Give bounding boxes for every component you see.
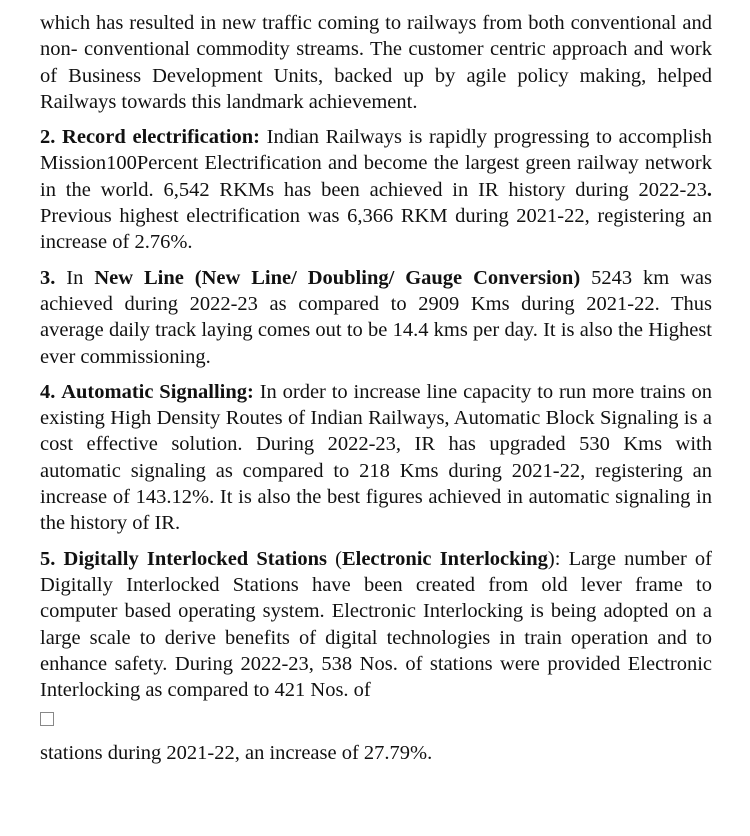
paragraph-new-line: [40, 265, 712, 370]
paragraph-text-continued: Previous highest electrification was 6,366 RKM during 2021-22, registering an increase of 2.76%.: [40, 205, 712, 254]
paragraph-automatic-signalling: [40, 379, 712, 537]
paragraph-record-electrification: [40, 124, 712, 255]
document-page: [40, 10, 712, 767]
paragraph-text: (: [326, 547, 342, 570]
paragraph-lead: In: [55, 266, 95, 289]
paragraph-text: stations during 2021-22, an increase of 27.79%.: [40, 742, 433, 765]
sentence-period: .: [706, 178, 712, 201]
paragraph-text-continued: ): Large number of Digitally Interlocked Stations have been created from old lever frame to computer based operating system. Electronic Interlocking is being adopted on a large scale to derive benefits of digital technologies in train operation and to enhance safety. During 2022-23, 538 Nos. of stations were provided Electronic Interlocking as compared to 421 Nos. of: [40, 547, 712, 702]
item-heading: Automatic Signalling:: [61, 380, 254, 403]
item-number: 5.: [40, 547, 56, 570]
item-subheading: Electronic Interlocking: [341, 547, 548, 570]
paragraph-traffic-growth: [40, 10, 712, 115]
item-heading: New Line (New Line/ Doubling/ Gauge Conversion): [94, 266, 581, 289]
paragraph-digitally-interlocked-stations: [40, 546, 712, 704]
item-heading: Digitally Interlocked Stations: [63, 547, 327, 570]
item-heading: Record electrification:: [62, 126, 260, 149]
paragraph-text: 5243 km was achieved during 2022-23 as compared to 2909 Kms during 2021-22. Thus average daily track laying comes out to be 14.4 kms per day. It is also the Highest ever commissioning.: [40, 266, 712, 368]
paragraph-text: In order to increase line capacity to run more trains on existing High Density Routes of Indian Railways, Automatic Block Signaling is a cost effective solution. During 2022-23, IR has upgraded 530 Kms with automatic signaling as compared to 218 Kms during 2021-22, registering an increase of 143.12%. It is also the best figures achieved in automatic signaling in the history of IR.: [40, 380, 712, 535]
empty-checkbox-icon[interactable]: [40, 712, 54, 726]
paragraph-text: Indian Railways is rapidly progressing to accomplish Mission100Percent Electrification and become the largest green railway network in the world. 6,542 RKMs has been achieved in IR history during 2022-23: [40, 126, 712, 201]
item-number: 2.: [40, 126, 56, 149]
paragraph-tail: [40, 740, 712, 766]
item-number: 4.: [40, 380, 56, 403]
item-number: 3.: [40, 266, 56, 289]
paragraph-text: which has resulted in new traffic coming to railways from both conventional and non- conventional commodity streams. The customer centric approach and work of Business Development Units, backed up by agile policy making, helped Railways towards this landmark achievement.: [40, 12, 712, 113]
